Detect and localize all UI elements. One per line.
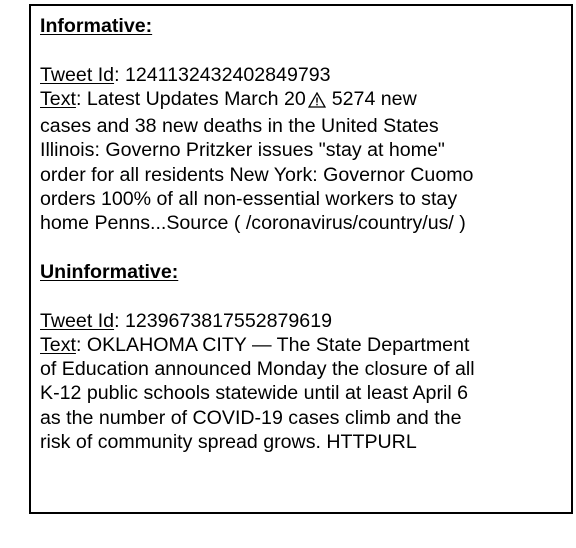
informative-text-line: orders 100% of all non-essential workers to stay <box>40 188 458 211</box>
informative-text-after-icon: 5274 new <box>331 87 417 110</box>
informative-tweet-id-line <box>40 63 562 87</box>
tweet-examples-box <box>29 4 573 514</box>
tweet-id-separator: : <box>114 309 125 332</box>
informative-text-line-1 <box>40 87 562 114</box>
spacer <box>40 284 562 308</box>
warning-icon <box>308 90 326 114</box>
text-label: Text <box>40 333 76 356</box>
spacer <box>40 236 562 260</box>
informative-text-start: Latest Updates March 20 <box>86 87 306 110</box>
informative-text-line: home Penns...Source ( /coronavirus/country/us/ ) <box>40 212 466 235</box>
uninformative-text-line: K-12 public schools statewide until at least April 6 <box>40 382 469 405</box>
informative-text-line: cases and 38 new deaths in the United States <box>40 115 439 138</box>
uninformative-text-line-1 <box>40 333 562 357</box>
uninformative-tweet-id-line <box>40 309 562 333</box>
uninformative-heading: Uninformative: <box>40 260 179 283</box>
tweet-id-label: Tweet Id <box>40 309 115 332</box>
text-label: Text <box>40 87 76 110</box>
uninformative-tweet-id: 1239673817552879619 <box>124 309 332 332</box>
uninformative-text-line: as the number of COVID-19 cases climb and the <box>40 406 462 429</box>
uninformative-text-start: OKLAHOMA CITY — The State Department <box>86 333 470 356</box>
uninformative-text-line: of Education announced Monday the closure of all <box>40 358 475 381</box>
informative-text-line: order for all residents New York: Governor Cuomo <box>40 163 474 186</box>
informative-text-line: Illinois: Governo Pritzker issues "stay at home" <box>40 139 445 162</box>
text-separator: : <box>75 333 87 356</box>
informative-heading: Informative: <box>40 15 153 37</box>
uninformative-text-line: risk of community spread grows. HTTPURL <box>40 431 417 454</box>
spacer <box>40 38 562 62</box>
text-separator: : <box>75 87 87 110</box>
informative-tweet-id: 1241132432402849793 <box>124 63 331 86</box>
tweet-id-label: Tweet Id <box>40 63 115 86</box>
tweet-id-separator: : <box>114 63 125 86</box>
